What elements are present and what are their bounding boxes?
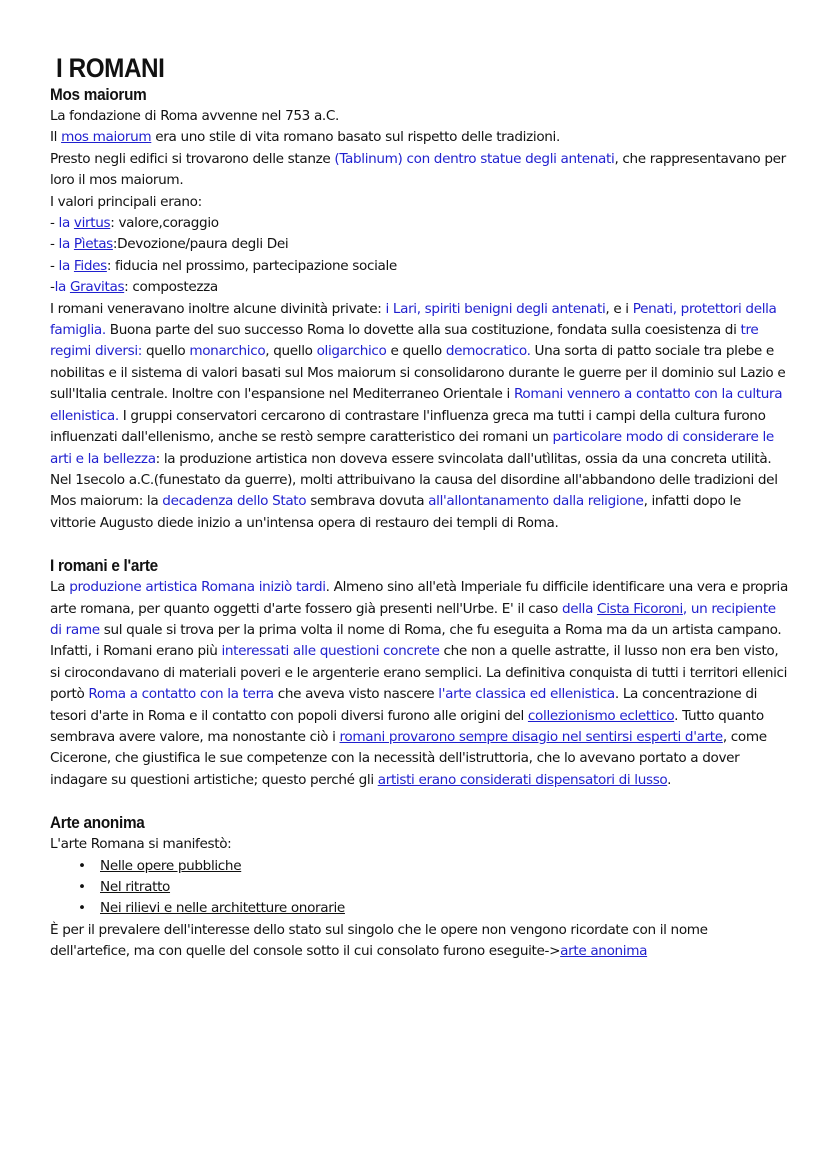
bullet-item: • Nelle opere pubbliche	[100, 856, 790, 877]
highlighted-text: monarchico	[189, 343, 266, 360]
text-run: : la produzione artistica non doveva essere svincolata dall'utìlitas, ossia da una concreta utilità. Nel 1secolo a.C.(funestato da guerre), molti attribuivano la causa del disordine all'abbandono delle tradizioni del Mos maiorum: la	[50, 450, 778, 510]
spacer	[50, 791, 790, 812]
highlighted-text: (Tablinum) con dentro statue degli antenati	[334, 150, 615, 167]
text-run: La	[50, 579, 70, 596]
text-run: . La concentrazione di tesori d'arte in Roma e il contatto con popoli diversi furono alle origini del	[50, 686, 758, 724]
value-item-fides	[50, 256, 790, 277]
value-item-gravitas	[50, 277, 790, 298]
highlighted-text: la	[58, 215, 74, 232]
text-run: che non a quelle astratte, il lusso non era ben visto, si cirocondavano di materiali poveri e le argenterie erano semplici. La definitiva conquista di tutti i territori ellenici portò	[50, 643, 788, 703]
highlighted-text: Penati, protettori della famiglia.	[50, 300, 777, 339]
highlighted-text: all'allontanamento dalla religione	[428, 493, 644, 510]
paragraph	[50, 127, 790, 148]
highlighted-text: democratico.	[445, 343, 531, 360]
bullet-list	[50, 856, 790, 920]
section-heading-romani-arte: I romani e l'arte	[50, 556, 158, 576]
page-title: I ROMANI	[56, 53, 165, 83]
highlighted-text: tre regimi diversi:	[50, 322, 759, 360]
section-mos-maiorum-body	[50, 106, 790, 534]
section-heading-arte-anonima: Arte anonima	[50, 813, 145, 833]
hyperlink[interactable]: mos maiorum	[61, 129, 152, 146]
highlighted-text: Romani vennero a contatto con la cultura ellenistica.	[50, 386, 783, 424]
highlighted-text: , un recipiente di rame	[50, 600, 776, 638]
text-run: sul quale si trova per la prima volta il nome di Roma, che fu eseguita a Roma ma da un artista campano. Infatti, i Romani erano più	[50, 621, 782, 660]
highlighted-text: i Lari, spiriti benigni degli antenati	[385, 300, 606, 317]
paragraph	[50, 106, 790, 127]
paragraph	[50, 577, 790, 791]
text-run: sembrava dovuta	[306, 493, 429, 510]
highlighted-text: la	[58, 236, 74, 253]
text-run: . Almeno sino all'età Imperiale fu difficile identificare una vera e propria arte romana, per quanto oggetti d'arte fossero già presenti nell'Urbe. E' il caso	[50, 579, 788, 617]
text-run: che aveva visto nascere	[273, 686, 439, 703]
hyperlink[interactable]: Cista Ficoroni	[597, 600, 683, 617]
paragraph	[50, 299, 790, 534]
text-run: I gruppi conservatori cercarono di contrastare l'influenza greca ma tutti i campi della cultura furono influenzati dall'ellenismo, anche se restò sempre caratteristico dei romani un	[50, 407, 766, 446]
paragraph	[50, 192, 790, 213]
text-run: quello	[142, 343, 190, 360]
text-run: -	[50, 279, 55, 296]
text-run: era uno stile di vita romano basato sul rispetto delle tradizioni.	[151, 129, 560, 146]
value-item-virtus	[50, 213, 790, 234]
text-run: , che rappresentavano per loro il mos maiorum.	[50, 150, 786, 189]
text-run: , infatti dopo le vittorie Augusto diede inizio a un'intensa opera di restauro dei templi di Roma.	[50, 493, 741, 531]
paragraph	[50, 149, 790, 192]
section-heading-mos-maiorum: Mos maiorum	[50, 85, 147, 104]
text-run: La fondazione di Roma avvenne nel 753 a.C.	[50, 108, 340, 124]
section-romani-arte-body	[50, 577, 790, 791]
highlighted-text: della	[561, 600, 598, 617]
text-run: , quello	[265, 343, 317, 360]
text-run: , come Cicerone, che giustifica le sue competenze con la necessità dell'istruttoria, che lo avevano portato a dover indagare su questioni artistiche; questo perché gli	[50, 728, 767, 788]
value-item-pietas	[50, 234, 790, 255]
intro-text: L'arte Romana si manifestò:	[50, 836, 232, 853]
document-page	[50, 52, 790, 963]
highlighted-text: oligarchico	[316, 343, 387, 360]
text-run: : valore,coraggio	[110, 215, 219, 232]
spacer	[50, 534, 790, 555]
bullet-item: • Nei rilievi e nelle architetture onorarie	[100, 898, 790, 919]
text-run: .	[667, 771, 672, 788]
highlighted-text: la	[58, 257, 74, 274]
text-run: , e i	[605, 300, 633, 317]
text-run: I valori principali erano:	[50, 193, 202, 210]
text-run: -	[50, 236, 59, 253]
text-run: e quello	[386, 343, 446, 360]
text-run: -	[50, 215, 59, 232]
hyperlink[interactable]: Fides	[73, 257, 107, 274]
highlighted-text: interessati alle questioni concrete	[221, 643, 440, 660]
text-run: -	[50, 257, 59, 274]
hyperlink[interactable]: arte anonima	[560, 943, 648, 960]
text-run: : compostezza	[124, 279, 218, 296]
text-run: I romani veneravano inoltre alcune divinità private:	[50, 300, 386, 317]
text-run: :Devozione/paura degli Dei	[112, 236, 289, 253]
highlighted-text: Roma a contatto con la terra	[88, 686, 274, 703]
hyperlink[interactable]: virtus	[73, 215, 111, 232]
hyperlink[interactable]: Gravitas	[69, 279, 125, 296]
highlighted-text: l'arte classica ed ellenistica	[438, 686, 615, 703]
text-run: . Tutto quanto sembrava avere valore, ma nonostante ciò i	[50, 707, 764, 745]
hyperlink[interactable]: collezionismo eclettico	[527, 707, 675, 724]
hyperlink[interactable]: Pìetas	[73, 236, 113, 253]
text-run: Il	[50, 129, 62, 146]
text-run: : fiducia nel prossimo, partecipazione sociale	[106, 257, 397, 274]
closing-paragraph	[50, 920, 790, 963]
bullet-item: • Nel ritratto	[100, 877, 790, 898]
highlighted-text: particolare modo di considerare le arti e la bellezza	[50, 429, 774, 467]
highlighted-text: decadenza dello Stato	[162, 493, 307, 510]
text-run: Presto negli edifici si trovarono delle stanze	[50, 150, 335, 167]
highlighted-text: la	[54, 279, 70, 296]
hyperlink[interactable]: artisti erano considerati dispensatori di lusso	[377, 771, 668, 788]
hyperlink[interactable]: romani provarono sempre disagio nel sentirsi esperti d'arte	[339, 728, 723, 745]
text-run: Buona parte del suo successo Roma lo dovette alla sua costituzione, fondata sulla coesistenza di	[105, 322, 741, 339]
text-run: Una sorta di patto sociale tra plebe e nobilitas e il sistema di valori basati sul Mos maiorum si consolidarono durante le guerre per il dominio sul Lazio e sull'Italia centrale. Inoltre con l'espansione nel Mediterraneo Orientale i	[50, 343, 786, 403]
section-arte-anonima-body	[50, 834, 790, 962]
text-run: È per il prevalere dell'interesse dello stato sul singolo che le opere non vengono ricordate con il nome dell'artefice, ma con quelle del console sotto il cui consolato furono eseguite->	[50, 921, 708, 960]
highlighted-text: produzione artistica Romana iniziò tardi	[69, 579, 326, 596]
